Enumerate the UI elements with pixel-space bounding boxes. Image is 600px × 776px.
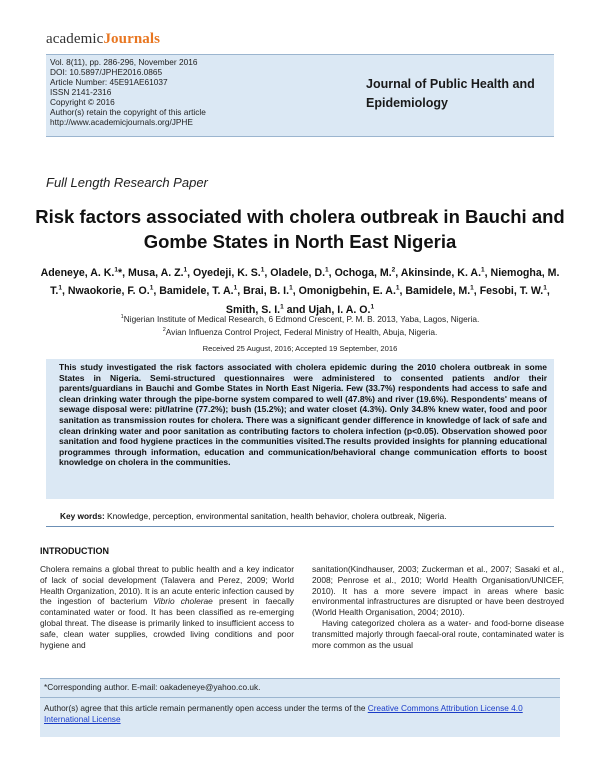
author-separator: , <box>187 266 194 279</box>
author <box>243 285 298 297</box>
author-separator: , <box>473 285 480 298</box>
license-text: Author(s) agree that this article remain permanently open access under the terms of the <box>44 703 368 713</box>
author-separator: , <box>546 285 550 298</box>
author-affiliation-sup: 1 <box>58 284 63 292</box>
author-separator: , <box>62 285 68 298</box>
affiliation-1 <box>40 312 560 325</box>
paper-type: Full Length Research Paper <box>46 175 208 190</box>
author <box>193 267 270 279</box>
author-affiliation-sup: 1 <box>543 284 547 292</box>
keywords-list: Knowledge, perception, environmental sanitation, health behavior, cholera outbreak, Nigeria. <box>107 511 447 521</box>
author <box>270 267 334 279</box>
author-separator: , <box>328 266 335 279</box>
affiliation-2 <box>40 325 560 338</box>
affiliation-2-text: Avian Influenza Control Project, Federal Ministry of Health, Abuja, Nigeria. <box>165 326 438 337</box>
intro-paragraph-1-cont: sanitation(Kindhauser, 2003; Zuckerman et al., 2007; Sasaki et al., 2008; Penrose et al., 2010; World Health Organisation/UNICEF, 2010). It has a more severe impact in areas where basic environmental infrastructures are disrupted or have been destroyed (World Health Organisation, 2004; 2010). <box>312 564 564 618</box>
author-separator: , <box>237 285 244 298</box>
author-name: Fesobi, T. W. <box>479 285 544 298</box>
article-meta-lines <box>50 57 206 127</box>
journal-name <box>366 75 546 113</box>
footer-divider <box>40 697 560 698</box>
meta-url[interactable]: http://www.academicjournals.org/JPHE <box>50 117 193 127</box>
author-separator: , <box>292 285 299 298</box>
meta-article-number: Article Number: 45E91AE61037 <box>50 77 168 87</box>
author-affiliation-sup: 1 <box>470 284 474 292</box>
intro-text-a: Cholera remains a global threat to public health and a key indicator of lack of social development (Talavera and Perez, 2009; World Health Organization, 2010). It is an acute enteric infection caused by the ingestion of bacterium <box>40 564 294 607</box>
affiliations <box>40 312 560 338</box>
intro-text-b: present in faecally contaminated water or food. It has been classified as re-emerging global threat. The disease is primarily linked to insufficient access to safe, clean water supplies, crowded living conditions and poor hygiene and <box>40 596 294 650</box>
author <box>159 285 243 297</box>
meta-volume: Vol. 8(11), pp. 286-296, November 2016 <box>50 57 198 67</box>
journal-name-line-1: Journal of Public Health and <box>366 77 535 91</box>
body-column-left <box>40 564 294 650</box>
author-affiliation-sup: 1 <box>260 266 265 273</box>
author <box>128 267 193 279</box>
author <box>480 285 550 297</box>
author-name: Adeneye, A. K. <box>40 266 115 279</box>
author-affiliation-sup: 1 <box>325 266 329 273</box>
meta-copyright: Copyright © 2016 <box>50 97 115 107</box>
author-separator: *, <box>117 266 128 279</box>
author-affiliation-sup: 1 <box>481 266 485 273</box>
author-separator: , <box>264 266 271 279</box>
author-affiliation-sup: 1 <box>395 284 400 292</box>
keywords <box>60 511 550 521</box>
author-separator: , <box>399 285 406 298</box>
author-name: Bamidele, T. A. <box>159 285 234 298</box>
paper-title: Risk factors associated with cholera outbreak in Bauchi and Gombe States in North East Nigeria <box>35 206 565 252</box>
author <box>68 285 159 297</box>
author-separator: , <box>395 266 401 279</box>
author <box>405 285 479 297</box>
author-name: Ujah, I. A. O. <box>308 303 371 316</box>
author-affiliation-sup: 1 <box>149 284 154 292</box>
intro-paragraph-2: Having categorized cholera as a water- and food-borne disease transmitted majorly through faecal-oral route, contaminated water is more common as the usual <box>312 617 564 650</box>
body-column-right <box>312 564 564 650</box>
publisher-logo <box>46 31 160 48</box>
corresponding-author: *Corresponding author. E-mail: oakadeneye@yahoo.co.uk. <box>44 682 261 692</box>
affiliation-1-text: Nigerian Institute of Medical Research, 6 Edmond Crescent, P. M. B. 2013, Yaba, Lagos, Nigeria. <box>123 313 480 324</box>
author <box>335 267 401 279</box>
logo-text-journals: Journals <box>103 31 161 47</box>
license-note <box>44 703 556 725</box>
author-separator: , <box>484 266 491 279</box>
meta-rights: Author(s) retain the copyright of this article <box>50 107 206 117</box>
author-affiliation-sup: 1 <box>289 284 293 292</box>
author-name: Niemogha, M. T. <box>50 266 560 298</box>
author-name: Ochoga, M. <box>334 266 392 279</box>
introduction-heading: INTRODUCTION <box>40 546 109 556</box>
author-name: Omonigbehin, E. A. <box>298 285 396 298</box>
author <box>41 267 128 279</box>
author-separator: , <box>153 285 160 298</box>
author-name: Musa, A. Z. <box>128 266 184 279</box>
intro-paragraph-1 <box>40 564 294 650</box>
meta-doi: DOI: 10.5897/JPHE2016.0865 <box>50 67 163 77</box>
author-affiliation-sup: 1 <box>233 284 238 292</box>
affiliation-2-sup: 2 <box>162 326 166 333</box>
author-name: Akinsinde, K. A. <box>400 266 482 279</box>
article-meta-box <box>46 54 554 137</box>
author-affiliation-sup: 1 <box>114 266 118 273</box>
license-link[interactable]: Creative Commons Attribution License 4.0 International License <box>44 703 523 724</box>
author <box>401 267 491 279</box>
author-separator: and <box>283 303 309 316</box>
affiliation-1-sup: 1 <box>120 314 124 320</box>
abstract-text: This study investigated the risk factors associated with cholera epidemic during the 2010 cholera outbreak in some States in Nigeria. Semi-structured questionnaires were administered to consented patients and/or their parents/guardians in Bauchi and Gombe States in North East Nigeria. Few (33.7%) respondents had access to safe and clean drinking water through the pipe-borne system compared to well (47.8%) and river (19.6%). Respondents' means of sewage disposal were: pit/latrine (77.2%); bush (15.2%); and water closet (4.3%). Only 34.8% knew water, food and poor sanitation as transmission routes for cholera. There was a significant gender difference in knowledge of lack of safe and clean drinking water and poor sanitation as contributing factors to cholera infection (p<0.05). Observation showed poor sanitation and food hygiene practices in the communities visited.The results provided insights for planning educational programmes through information, education and communication/behavioral change communication efforts to boost knowledge on cholera in the communities. <box>59 362 547 468</box>
author-name: Bamidele, M. <box>405 285 471 298</box>
journal-name-line-2: Epidemiology <box>366 96 448 110</box>
keywords-divider <box>46 526 554 527</box>
author-affiliation-sup: 1 <box>370 303 375 311</box>
author-name: Oladele, D. <box>270 266 326 279</box>
author-name: Brai, B. I. <box>243 285 290 298</box>
meta-issn: ISSN 2141-2316 <box>50 87 112 97</box>
intro-species-name: Vibrio cholerae <box>153 596 213 607</box>
author-name: Nwaokorie, F. O. <box>67 285 150 298</box>
author-affiliation-sup: 2 <box>391 266 396 273</box>
author-name: Smith, S. I. <box>225 303 281 316</box>
author <box>299 285 406 297</box>
logo-text-academic: academic <box>46 31 104 47</box>
author-name: Oyedeji, K. S. <box>193 266 261 279</box>
author-affiliation-sup: 1 <box>280 303 284 311</box>
author-list <box>40 262 560 318</box>
author-affiliation-sup: 1 <box>183 266 188 273</box>
received-accepted-dates: Received 25 August, 2016; Accepted 19 September, 2016 <box>202 344 398 353</box>
keywords-label: Key words: <box>60 511 105 521</box>
